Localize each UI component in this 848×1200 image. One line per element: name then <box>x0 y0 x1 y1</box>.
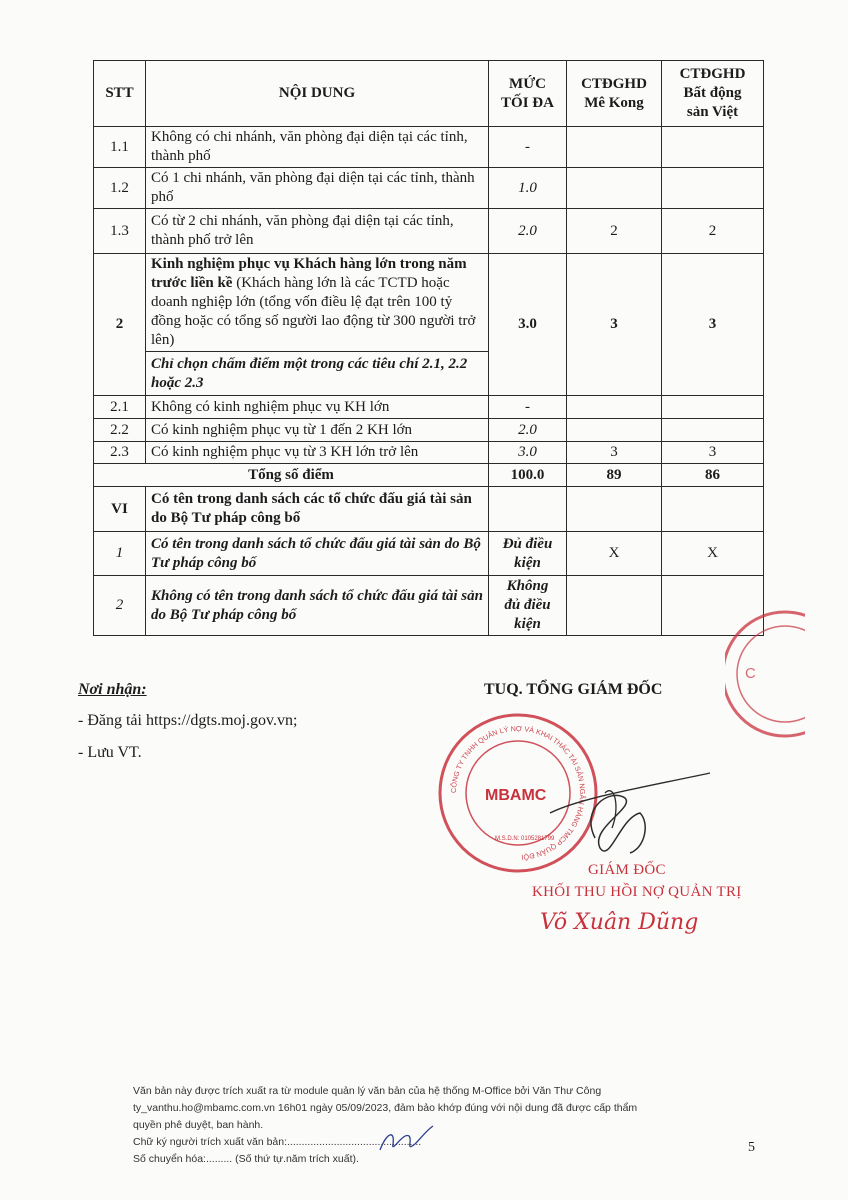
recipient-line: - Lưu VT. <box>78 744 142 761</box>
table-row <box>94 576 764 636</box>
row-max: 3.0 <box>489 442 567 464</box>
table-row <box>94 254 764 352</box>
table-row <box>94 419 764 442</box>
footer-line: Số chuyển hóa:......... (Số thứ tự.năm trích xuất). <box>133 1153 359 1165</box>
row-max: 2.0 <box>489 209 567 254</box>
footer-line: Văn bản này được trích xuất ra từ module quản lý văn bản của hệ thống M-Office bởi Văn Thư Công <box>133 1085 602 1097</box>
row-stt: 1.2 <box>94 168 146 209</box>
header-content: NỘI DUNG <box>146 61 489 127</box>
row-content: Kinh nghiệm phục vụ Khách hàng lớn trong năm trước liền kề (Khách hàng lớn là các TCTD hoặc doanh nghiệp lớn (tổng vốn điều lệ đạt trên 100 tỷ đồng hoặc có tổng số người lao động từ 300 người trở lên) <box>146 254 489 352</box>
row-bds-viet <box>662 419 764 442</box>
stamp-ring-text: CÔNG TY TNHH QUẢN LÝ NỢ VÀ KHAI THÁC TÀI SẢN NGÂN HÀNG TMCP QUÂN ĐỘI <box>448 723 588 862</box>
signature <box>520 768 720 868</box>
row-stt: 1.1 <box>94 127 146 168</box>
stamp-logo: MBAMC <box>485 787 547 804</box>
row-content: Có từ 2 chi nhánh, văn phòng đại diện tại các tỉnh, thành phố trở lên <box>146 209 489 254</box>
row-stt: 1.3 <box>94 209 146 254</box>
row-max: 2.0 <box>489 419 567 442</box>
section-vi-row <box>94 487 764 532</box>
recipients-block <box>78 680 297 775</box>
tuq-title: TUQ. TỔNG GIÁM ĐỐC <box>484 681 663 698</box>
row-content: Có kinh nghiệm phục vụ từ 1 đến 2 KH lớn <box>146 419 489 442</box>
recipient-line: - Đăng tải https://dgts.moj.gov.vn; <box>78 712 298 729</box>
row-mekong: X <box>567 532 662 576</box>
recipients-heading: Nơi nhận: <box>78 681 147 698</box>
table-row <box>94 396 764 419</box>
row-content: Không có chi nhánh, văn phòng đại diện tại các tỉnh, thành phố <box>146 127 489 168</box>
table-header-row <box>94 61 764 127</box>
row-content: Có tên trong danh sách các tổ chức đấu giá tài sản do Bộ Tư pháp công bố <box>146 487 489 532</box>
row-content: Có kinh nghiệm phục vụ từ 3 KH lớn trở lên <box>146 442 489 464</box>
table-row <box>94 127 764 168</box>
row-bds-viet: 2 <box>662 209 764 254</box>
signatory-name: Võ Xuân Dũng <box>540 910 699 935</box>
row-stt: 2 <box>94 254 146 396</box>
row-mekong: 3 <box>567 442 662 464</box>
row-mekong <box>567 576 662 636</box>
row-bds-viet: 3 <box>662 254 764 396</box>
svg-text:C: C <box>745 665 756 682</box>
row-max: - <box>489 396 567 419</box>
page-number: 5 <box>748 1140 755 1155</box>
footer-line: quyền phê duyệt, ban hành. <box>133 1119 264 1131</box>
row-bds-viet <box>662 396 764 419</box>
row-bds-viet: 3 <box>662 442 764 464</box>
header-max: MỨC TỐI ĐA <box>489 61 567 127</box>
header-bds-viet: CTĐGHD Bất động sản Việt <box>662 61 764 127</box>
row-bds-viet <box>662 168 764 209</box>
row-mekong <box>567 419 662 442</box>
table-row <box>94 532 764 576</box>
row-content: Có tên trong danh sách tổ chức đấu giá tài sản do Bộ Tư pháp công bố <box>146 532 489 576</box>
row-stt: 2.1 <box>94 396 146 419</box>
row-content: Không có kinh nghiệm phục vụ KH lớn <box>146 396 489 419</box>
row-mekong: 2 <box>567 209 662 254</box>
signatory-division: KHỐI THU HỒI NỢ QUẢN TRỊ <box>532 884 742 900</box>
row-max: - <box>489 127 567 168</box>
row-max: Đủ điều kiện <box>489 532 567 576</box>
partial-stamp <box>725 604 805 744</box>
row-max: 3.0 <box>489 254 567 396</box>
row-stt: 1 <box>94 532 146 576</box>
row-bds-viet <box>662 127 764 168</box>
header-mekong: CTĐGHD Mê Kong <box>567 61 662 127</box>
row-bds-viet: X <box>662 532 764 576</box>
table-row <box>94 209 764 254</box>
total-row <box>94 464 764 487</box>
extractor-signature <box>375 1122 435 1158</box>
row-max: 1.0 <box>489 168 567 209</box>
footer-line: ty_vanthu.ho@mbamc.com.vn 16h01 ngày 05/09/2023, đảm bảo khớp đúng với nội dung đã được cấp thẩm <box>133 1102 638 1114</box>
footer-line: Chữ ký người trích xuất văn bản:.............................................. <box>133 1136 422 1148</box>
table-row <box>94 442 764 464</box>
row-stt: 2.2 <box>94 419 146 442</box>
row-mekong: 3 <box>567 254 662 396</box>
header-stt: STT <box>94 61 146 127</box>
row-content: Có 1 chi nhánh, văn phòng đại diện tại các tỉnh, thành phố <box>146 168 489 209</box>
row-stt: 2.3 <box>94 442 146 464</box>
row-content: Không có tên trong danh sách tổ chức đấu giá tài sản do Bộ Tư pháp công bố <box>146 576 489 636</box>
signatory-title: GIÁM ĐỐC <box>588 862 666 878</box>
total-mekong: 89 <box>567 464 662 487</box>
row-max: Không đủ điều kiện <box>489 576 567 636</box>
row-stt: 2 <box>94 576 146 636</box>
row-mekong <box>567 396 662 419</box>
row-stt: VI <box>94 487 146 532</box>
table-row <box>94 168 764 209</box>
total-label: Tổng số điểm <box>94 464 489 487</box>
total-max: 100.0 <box>489 464 567 487</box>
row-note: Chỉ chọn chấm điểm một trong các tiêu chí 2.1, 2.2 hoặc 2.3 <box>146 352 489 396</box>
stamp-msdn: M.S.D.N: 0105281799 <box>495 836 555 842</box>
score-table <box>93 60 764 636</box>
total-bds-viet: 86 <box>662 464 764 487</box>
row-mekong <box>567 127 662 168</box>
row-mekong <box>567 168 662 209</box>
